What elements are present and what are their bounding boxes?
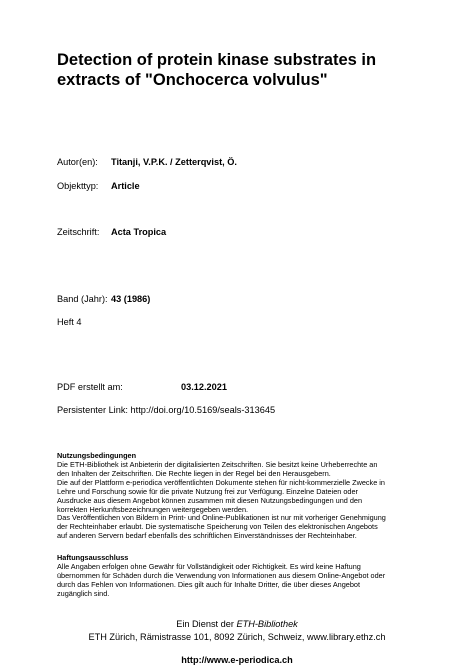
terms-line: korrekten Herkunftsbezeichnungen weitergegeben werden.	[57, 504, 249, 514]
volume-value: 43 (1986)	[111, 294, 151, 304]
liability-line: Alle Angaben erfolgen ohne Gewähr für Vollständigkeit oder Richtigkeit. Es wird keine Haftung	[57, 562, 361, 571]
terms-line: Das Veröffentlichen von Bildern in Print- und Online-Publikationen ist nur mit vorheriger Genehmigung	[57, 513, 386, 523]
footer-url-link[interactable]: http://www.e-periodica.ch	[181, 655, 293, 665]
footer-address: ETH Zürich, Rämistrasse 101, 8092 Zürich, Schweiz, www.library.ethz.ch	[88, 632, 386, 642]
terms-line: Lehre und Forschung sowie für die private Nutzung frei zur Verfügung. Einzelne Dateien oder	[57, 486, 358, 496]
authors-label: Autor(en):	[57, 157, 98, 167]
issue-label: Heft 4	[57, 317, 82, 327]
footer-service-name: ETH-Bibliothek	[236, 619, 298, 629]
pdf-created-value: 03.12.2021	[181, 382, 227, 392]
title-line-2: extracts of "Onchocerca volvulus"	[57, 71, 328, 89]
terms-line: Ausdrucke aus diesem Angebot können zusammen mit diesen Nutzungsbedingungen und den	[57, 495, 363, 505]
liability-heading: Haftungsausschluss	[57, 553, 129, 562]
persistent-link[interactable]: Persistenter Link: http://doi.org/10.5169/seals-313645	[57, 405, 276, 415]
pdf-created-label: PDF erstellt am:	[57, 382, 123, 392]
liability-paragraph	[57, 563, 427, 599]
terms-line: den Inhalten der Zeitschriften. Die Rechte liegen in der Regel bei den Herausgebern.	[57, 468, 331, 478]
authors-value: Titanji, V.P.K. / Zetterqvist, Ö.	[111, 157, 237, 167]
type-label: Objekttyp:	[57, 181, 99, 191]
terms-heading: Nutzungsbedingungen	[57, 451, 137, 460]
liability-line: übernommen für Schäden durch die Verwendung von Informationen aus diesem Online-Angebot oder	[57, 570, 386, 580]
footer-service	[0, 619, 474, 629]
terms-paragraph	[57, 461, 427, 541]
journal-value: Acta Tropica	[111, 227, 167, 237]
footer-service-prefix: Ein Dienst der	[176, 619, 234, 629]
terms-line: der Rechteinhaber erlaubt. Die systematische Speicherung von Teilen des elektronischen Angebots	[57, 522, 378, 532]
journal-label: Zeitschrift:	[57, 227, 100, 237]
type-value: Article	[111, 181, 140, 191]
terms-line: auf anderen Servern bedarf ebenfalls des schriftlichen Einverständnisses der Rechteinhaber.	[57, 531, 357, 541]
document-title	[57, 50, 437, 90]
title-line-1: Detection of protein kinase substrates in	[57, 51, 377, 69]
terms-line: Die auf der Plattform e-periodica veröffentlichten Dokumente stehen für nicht-kommerzielle Zwecke in	[57, 477, 385, 487]
terms-line: Die ETH-Bibliothek ist Anbieterin der digitalisierten Zeitschriften. Sie besitzt keine Urheberrechte an	[57, 460, 378, 469]
liability-line: durch das Fehlen von Informationen. Dies gilt auch für Inhalte Dritter, die über dieses Angebot	[57, 579, 360, 589]
volume-label: Band (Jahr):	[57, 294, 108, 304]
liability-line: zugänglich sind.	[57, 588, 110, 598]
